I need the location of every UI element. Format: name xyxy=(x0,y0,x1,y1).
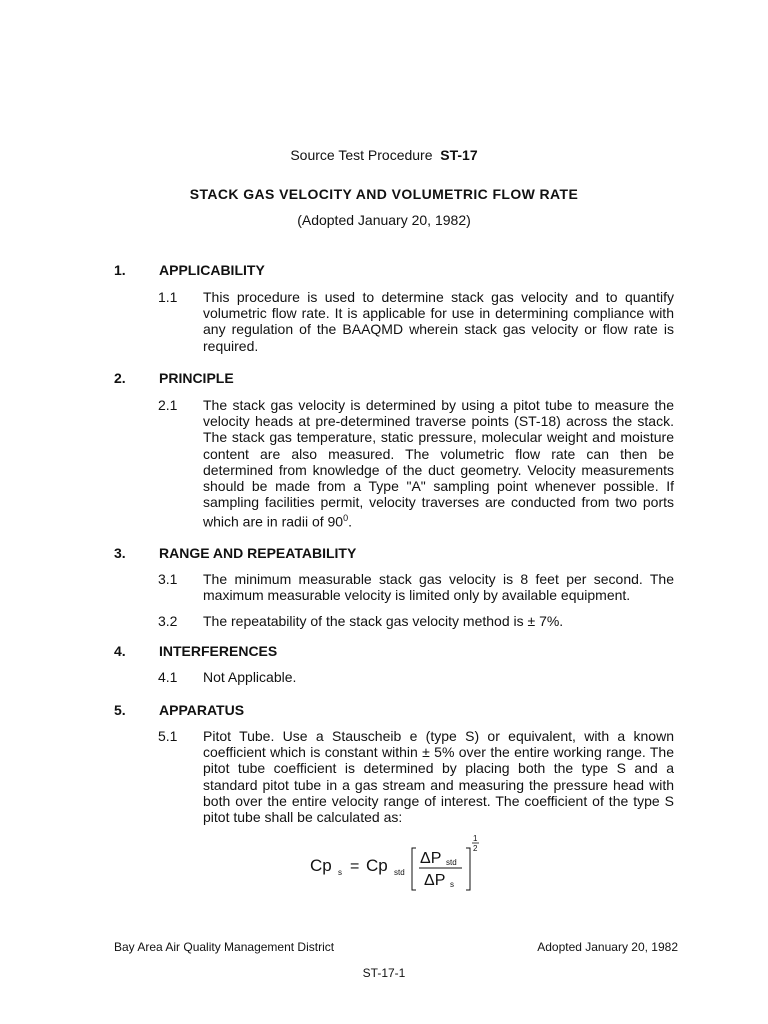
paragraph-number: 1.1 xyxy=(158,289,178,305)
section-number: 1. xyxy=(114,262,126,278)
paragraph xyxy=(158,397,674,530)
procedure-code: ST-17 xyxy=(440,147,478,163)
paragraph-text: Pitot Tube. Use a Stauscheib e (type S) or equivalent, with a known coefficient which is constant within ± 5% over the entire working range. The pitot tube coefficient is determined by placing both the type S and a standard pitot tube in a gas stream and measuring the pressure head with both over the entire velocity range of interest. The coefficient of the type S pitot tube shall be calculated as: xyxy=(203,728,674,826)
section-number: 3. xyxy=(114,545,126,561)
formula-numerator-subscript: std xyxy=(446,858,457,867)
left-bracket xyxy=(412,848,416,890)
exponent-numerator: 1 xyxy=(473,834,478,843)
page-number: ST-17-1 xyxy=(362,966,406,980)
pitot-coefficient-formula xyxy=(308,832,488,892)
paragraph xyxy=(158,613,674,629)
section-number: 5. xyxy=(114,702,126,718)
paragraph-text: Not Applicable. xyxy=(203,669,297,685)
section-name: APPLICABILITY xyxy=(159,262,265,278)
procedure-label: Source Test Procedure xyxy=(290,147,433,163)
paragraph-text: The minimum measurable stack gas velocity is 8 feet per second. The maximum measurable velocity is limited only by available equipment. xyxy=(203,571,674,604)
formula-denominator: ΔP xyxy=(424,872,446,889)
formula-lhs: Cp xyxy=(310,856,332,875)
formula-denominator-subscript: s xyxy=(450,880,454,889)
right-bracket xyxy=(466,848,470,890)
paragraph-number: 2.1 xyxy=(158,397,178,413)
document-title: STACK GAS VELOCITY AND VOLUMETRIC FLOW RATE xyxy=(189,186,579,202)
degree-superscript: 0 xyxy=(343,513,349,524)
formula-equals: = xyxy=(350,858,360,875)
paragraph-body: The stack gas velocity is determined by using a pitot tube to measure the velocity heads at pre-determined traverse points (ST-18) across the stack. The stack gas temperature, static pressure, molecular weight and moisture content are also measured. The volumetric flow rate can then be determined from knowledge of the duct geometry. Velocity measurements should be made from a Type "A" sampling point whenever possible. If sampling facilities permit, velocity traverses are conducted from two ports which are in radii of 90 xyxy=(203,397,674,531)
section-number: 2. xyxy=(114,370,126,386)
paragraph-number: 5.1 xyxy=(158,728,178,744)
section-number: 4. xyxy=(114,643,126,659)
paragraph-number: 3.1 xyxy=(158,571,178,587)
formula-rhs-subscript: std xyxy=(394,868,405,877)
paragraph-number: 4.1 xyxy=(158,669,178,685)
formula-numerator: ΔP xyxy=(420,850,442,867)
paragraph xyxy=(158,669,674,685)
paragraph xyxy=(158,289,674,354)
paragraph-tail: . xyxy=(348,514,352,531)
exponent-denominator: 2 xyxy=(473,844,478,853)
section-name: APPARATUS xyxy=(159,702,245,718)
adopted-date: (Adopted January 20, 1982) xyxy=(297,212,471,228)
paragraph-number: 3.2 xyxy=(158,613,178,629)
footer-organization: Bay Area Air Quality Management District xyxy=(114,940,335,954)
formula-rhs: Cp xyxy=(366,856,388,875)
section-name: RANGE AND REPEATABILITY xyxy=(159,545,357,561)
section-name: INTERFERENCES xyxy=(159,643,278,659)
paragraph-text xyxy=(203,397,674,530)
paragraph-text: The repeatability of the stack gas velocity method is ± 7%. xyxy=(203,613,564,629)
paragraph xyxy=(158,728,674,825)
paragraph xyxy=(158,571,674,603)
procedure-header xyxy=(0,147,768,163)
footer-adopted-date: Adopted January 20, 1982 xyxy=(537,940,678,954)
paragraph-text: This procedure is used to determine stack gas velocity and to quantify volumetric flow rate. It is applicable for use in determining compliance with any regulation of the BAAQMD wherein stack gas velocity or flow rate is required. xyxy=(203,289,674,354)
formula-lhs-subscript: s xyxy=(338,868,342,877)
section-name: PRINCIPLE xyxy=(159,370,234,386)
